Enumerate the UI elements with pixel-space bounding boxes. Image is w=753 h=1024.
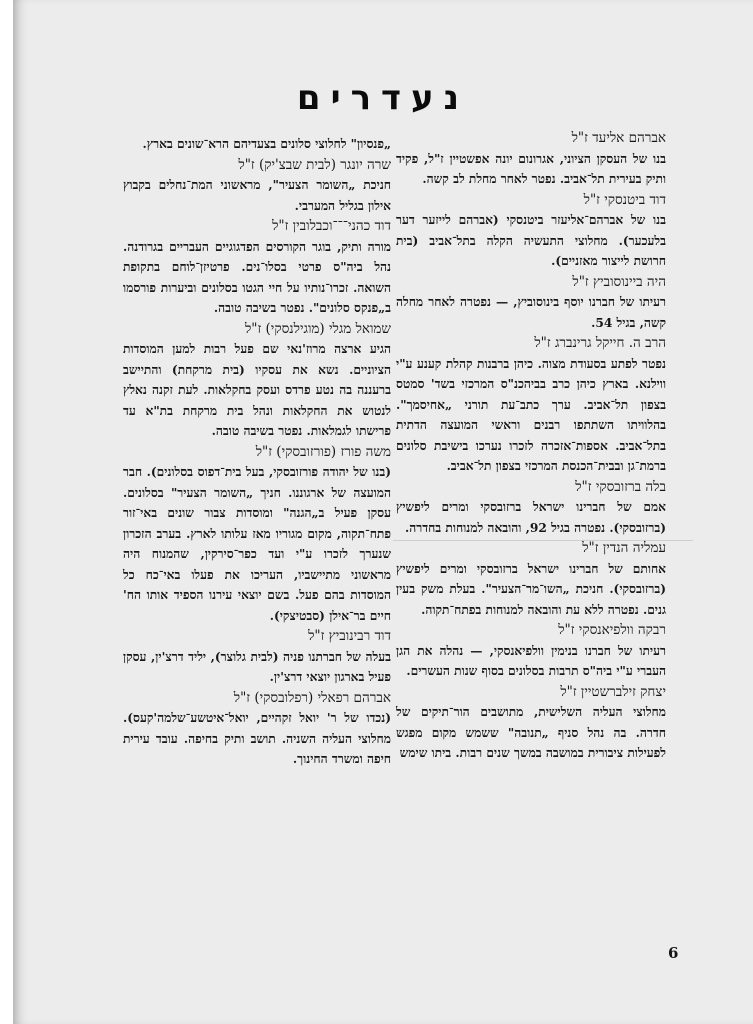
obituary-entry	[396, 620, 666, 682]
person-name: הרב ה. חייקל גרינברג ז"ל	[534, 335, 666, 351]
person-name: אברהם אליעד ז"ל	[571, 130, 666, 146]
document-page	[13, 0, 753, 1024]
person-name: שמואל מגלי (מוגילנסקי) ז"ל	[244, 320, 391, 337]
obituary-text: „פנסיון" לחלוצי סלונים בצעדיהם הרא־שונים בארץ.	[142, 137, 391, 151]
obituary-text: מחלוצי העליה השלישית, מתושבים הור־תיקים של חדרה. בה נהל סניף „תנובה" ששמש מקום מפגש לפעילות ציבורית במושבה במשך שנים רבות. ביתו שימש	[396, 705, 666, 760]
person-name: יצחק זילברשטיין ז"ל	[560, 683, 666, 700]
person-name: דוד ביטנסקי ז"ל	[583, 191, 666, 208]
obituary-entry	[123, 216, 391, 319]
obituary-text: (נכדו של ר' יואל זקהיים, יואל־איטשע־שלמה'קעס). מחלוצי העליה השניה. תושב ותיק בחיפה. עובד עירית חיפה ומשרד החינוך.	[123, 711, 391, 766]
obituary-text: בנו של אברהם־אליעזר ביטנסקי (אברהם לייזער דער בלעכער). מחלוצי התעשיה הקלה בתל־אביב (בית חרושת לייצור מאזניים).	[396, 213, 666, 268]
page-title: נעדרים	[296, 78, 470, 118]
obituary-text: רעיתו של חברנו יוסף בינוסוביץ, — נפטרה לאחר מחלה קשה, בגיל 54.	[396, 295, 666, 330]
obituary-entry	[123, 155, 391, 217]
obituary-entry	[396, 682, 666, 764]
person-name: דוד רבינוביץ ז"ל	[308, 628, 391, 644]
obituary-text: אחותם של חברינו ישראל ברזובסקי ומרים ליפשיץ (ברזובסקי). חניכת „השו־מר־הצעיר". בעלת משק בעין גנים. נפטרה ללא עת והובאה למנוחות בפתח־תקוה.	[396, 561, 666, 617]
right-column	[396, 128, 666, 764]
person-name: עמליה הנדין ז"ל	[582, 540, 666, 556]
obituary-text: נפטר לפתע בסעודת מצוה. כיהן ברבנות קהלת קענע ע"י ווילנא. בארץ כיהן כרב בביהכנ"ס המרכזי בשד' סמטס בצפון תל־אביב. ערך כתב־עת תורני „אחיסמך". בהלוויתו השתתפו רבנים וראשי המועצה הדתית בתל־אביב. אספות־אזכרה לזכרו נערכו בישיבת סלונים ברמת־גן ובבית־הכנסת המרכזי בצפון תל־אביב.	[396, 356, 666, 473]
person-name: בלה ברזובסקי ז"ל	[575, 478, 666, 495]
obituary-entry	[396, 272, 666, 334]
left-column	[123, 134, 391, 770]
person-name: משה פורז (פורזובסקי) ז"ל	[255, 443, 391, 460]
person-name: אברהם רפאלי (רפלובסקי) ז"ל	[233, 689, 391, 706]
obituary-entry	[396, 333, 666, 477]
obituary-entry	[396, 128, 666, 190]
obituary-text: מורה ותיק, בוגר הקורסים הפדגוגיים העבריים בגרודנה. נהל ביה"ס פרטי בסלו־נים. פרטיזן־לוחם בתקופת השואה. זכרו־נותיו על חיי הגטו בסלונים וביערות פורסמו ב„פנקס סלונים". נפטר בשיבה טובה.	[123, 239, 391, 315]
obituary-text: חניכת „השומר הצעיר", מראשוני המת־נחלים בקבוץ אילון בגליל המערבי.	[123, 178, 391, 213]
obituary-text: בעלה של חברתנו פניה (לבית גלוצר), יליד דרצ'ין, עסקן פעיל בארגון יוצאי דרצ'ין.	[123, 649, 391, 684]
obituary-entry	[123, 319, 391, 442]
obituary-text: רעיתו של חברנו בנימין וולפיאנסקי, — נהלה את הגן העברי ע"י ביה"ס תרבות בסלונים בסוף שנות העשרים.	[396, 643, 666, 678]
obituary-text: הגיע ארצה מרוז'נאי שם פעל רבות למען המוסדות הציוניים. נשא את עסקיו (בית מרקחת) והתיישב ברעננה בה נטע פרדס ועסק בחקלאות. לעת זקנה נאלץ לנטוש את החקלאות ונהל בית מרקחת בת"א עד פרישתו לגמלאות. נפטר בשיבה טובה.	[123, 342, 391, 438]
obituary-text: (בנו של יהודה פורזובסקי, בעל בית־דפוס בסלונים). חבר המועצה של ארגוננו. חניך „השומר הצעיר" בסלונים. עסקן פעיל ב„הגנה" ומוסדות צבור שונים באי־זור פתח־תקוה, מקום מגוריו מאז עלותו לארץ. בערב הזכרון שנערך לזכרו ע"י ועד כפר־סירקין, שהמנוח היה מראשוני מתיישביו, העריכו את פעלו באי־כח כל המוסדות בהם פעל. בשם יוצאי עירנו הספיד אותו הח' חיים בר־אילן (סבטיצקי).	[123, 465, 391, 623]
obituary-entry	[123, 626, 391, 688]
obituary-entry	[123, 688, 391, 770]
obituary-text: אמם של חברינו ישראל ברזובסקי ומרים ליפשיץ (ברזובסקי). נפטרה בגיל 92, והובאה למנוחות בחדרה.	[396, 500, 666, 535]
page-fold-line	[393, 540, 693, 541]
person-name: דוד כהני־־־וכבלובין ז"ל	[272, 218, 391, 234]
page-number: 6	[668, 944, 679, 962]
person-name: היה ביינוסוביץ ז"ל	[572, 273, 666, 290]
obituary-entry	[396, 477, 666, 539]
obituary-entry	[123, 134, 391, 155]
obituary-entry	[396, 538, 666, 620]
person-name: שרה יונגר (לבית שבצ'יק) ז"ל	[238, 156, 391, 173]
obituary-entry	[123, 442, 391, 627]
person-name: רבקה וולפיאנסקי ז"ל	[558, 622, 666, 638]
obituary-text: בנו של העסקן הציוני, אגרונום יונה אפשטיין ז"ל, פקיד ותיק בעירית תל־אביב. נפטר לאחר מחלת לב קשה.	[396, 151, 666, 186]
obituary-entry	[396, 190, 666, 272]
